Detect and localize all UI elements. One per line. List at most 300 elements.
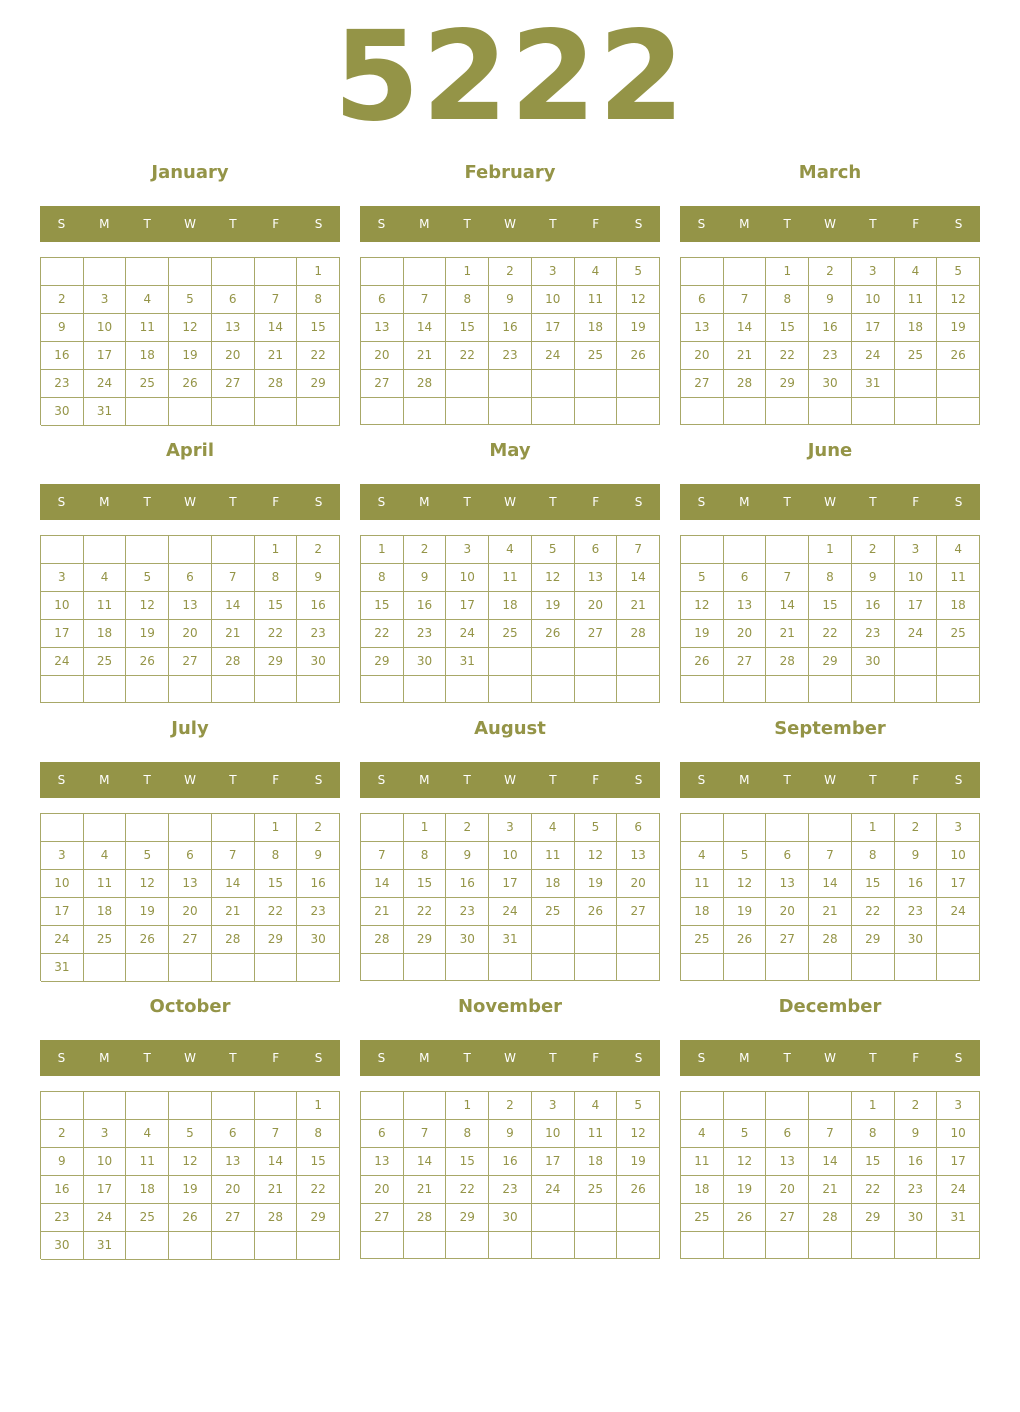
empty-cell xyxy=(361,1232,404,1259)
empty-cell xyxy=(41,676,84,703)
day-cell: 16 xyxy=(852,592,895,620)
weekday-label: S xyxy=(954,217,963,231)
day-cell: 2 xyxy=(895,1092,938,1120)
day-cell: 1 xyxy=(446,1092,489,1120)
weekday-label: S xyxy=(377,1051,386,1065)
weekday-label: T xyxy=(783,1051,791,1065)
day-cell: 7 xyxy=(809,842,852,870)
day-cell: 9 xyxy=(297,564,340,592)
day-cell: 16 xyxy=(489,314,532,342)
day-cell: 23 xyxy=(297,620,340,648)
day-cell: 9 xyxy=(41,1148,84,1176)
day-cell: 7 xyxy=(361,842,404,870)
day-cell: 18 xyxy=(489,592,532,620)
weekday-header xyxy=(360,1040,660,1076)
empty-cell xyxy=(169,1092,212,1120)
empty-cell xyxy=(212,676,255,703)
day-cell: 29 xyxy=(809,648,852,676)
day-cell: 20 xyxy=(766,898,809,926)
weekday-header xyxy=(680,484,980,520)
day-cell: 17 xyxy=(84,342,127,370)
day-cell: 10 xyxy=(937,1120,980,1148)
empty-cell xyxy=(681,676,724,703)
empty-cell xyxy=(404,1092,447,1120)
empty-cell xyxy=(255,1232,298,1260)
weekday-label: F xyxy=(912,217,920,231)
day-cell: 19 xyxy=(937,314,980,342)
weekday-label: W xyxy=(504,495,516,509)
empty-cell xyxy=(84,258,127,286)
empty-cell xyxy=(724,398,767,425)
day-cell: 29 xyxy=(255,648,298,676)
empty-cell xyxy=(297,398,340,426)
day-cell: 22 xyxy=(255,620,298,648)
empty-cell xyxy=(489,1232,532,1259)
weekday-label: S xyxy=(697,1051,706,1065)
day-cell: 18 xyxy=(575,1148,618,1176)
empty-cell xyxy=(446,398,489,425)
weekday-label: S xyxy=(697,217,706,231)
day-cell: 8 xyxy=(361,564,404,592)
day-cell: 2 xyxy=(297,814,340,842)
day-cell: 8 xyxy=(809,564,852,592)
day-cell: 15 xyxy=(297,314,340,342)
day-cell: 14 xyxy=(809,870,852,898)
weekday-header xyxy=(360,206,660,242)
day-cell: 22 xyxy=(297,342,340,370)
empty-cell xyxy=(937,370,980,398)
day-cell: 3 xyxy=(937,1092,980,1120)
empty-cell xyxy=(766,536,809,564)
day-cell: 20 xyxy=(361,1176,404,1204)
empty-cell xyxy=(361,1092,404,1120)
empty-cell xyxy=(617,398,660,425)
empty-cell xyxy=(255,398,298,426)
day-cell: 17 xyxy=(895,592,938,620)
day-cell: 1 xyxy=(255,536,298,564)
day-cell: 5 xyxy=(169,286,212,314)
day-cell: 30 xyxy=(404,648,447,676)
empty-cell xyxy=(532,676,575,703)
day-grid xyxy=(40,1091,340,1259)
day-cell: 23 xyxy=(41,1204,84,1232)
day-cell: 1 xyxy=(361,536,404,564)
day-cell: 21 xyxy=(361,898,404,926)
day-cell: 3 xyxy=(532,1092,575,1120)
day-cell: 18 xyxy=(937,592,980,620)
day-cell: 28 xyxy=(724,370,767,398)
day-cell: 23 xyxy=(489,342,532,370)
day-cell: 10 xyxy=(446,564,489,592)
day-cell: 28 xyxy=(766,648,809,676)
day-cell: 9 xyxy=(489,286,532,314)
weekday-header xyxy=(360,762,660,798)
empty-cell xyxy=(809,398,852,425)
empty-cell xyxy=(169,536,212,564)
month-title: September xyxy=(774,718,886,739)
day-grid xyxy=(680,1091,980,1259)
day-grid xyxy=(680,813,980,981)
weekday-header xyxy=(40,1040,340,1076)
day-cell: 13 xyxy=(169,870,212,898)
day-cell: 18 xyxy=(532,870,575,898)
day-cell: 25 xyxy=(681,926,724,954)
empty-cell xyxy=(489,398,532,425)
empty-cell xyxy=(681,1092,724,1120)
day-cell: 29 xyxy=(404,926,447,954)
day-cell: 27 xyxy=(617,898,660,926)
empty-cell xyxy=(937,954,980,981)
day-cell: 17 xyxy=(446,592,489,620)
weekday-label: S xyxy=(377,495,386,509)
day-cell: 21 xyxy=(617,592,660,620)
empty-cell xyxy=(617,926,660,954)
day-cell: 31 xyxy=(84,398,127,426)
day-cell: 3 xyxy=(895,536,938,564)
empty-cell xyxy=(361,398,404,425)
empty-cell xyxy=(41,258,84,286)
day-cell: 8 xyxy=(297,286,340,314)
day-cell: 19 xyxy=(532,592,575,620)
day-cell: 23 xyxy=(297,898,340,926)
weekday-label: T xyxy=(463,217,471,231)
weekday-label: S xyxy=(634,773,643,787)
day-cell: 21 xyxy=(809,898,852,926)
empty-cell xyxy=(724,1092,767,1120)
weekday-label: S xyxy=(377,217,386,231)
empty-cell xyxy=(895,1232,938,1259)
month-july xyxy=(40,714,340,982)
day-cell: 24 xyxy=(489,898,532,926)
day-cell: 5 xyxy=(724,842,767,870)
day-cell: 3 xyxy=(446,536,489,564)
day-cell: 28 xyxy=(404,370,447,398)
empty-cell xyxy=(169,676,212,703)
day-grid xyxy=(40,813,340,981)
day-cell: 6 xyxy=(575,536,618,564)
day-cell: 18 xyxy=(84,898,127,926)
day-cell: 31 xyxy=(84,1232,127,1260)
day-cell: 5 xyxy=(617,1092,660,1120)
day-cell: 28 xyxy=(255,1204,298,1232)
day-cell: 13 xyxy=(212,314,255,342)
day-cell: 14 xyxy=(724,314,767,342)
empty-cell xyxy=(575,954,618,981)
day-cell: 26 xyxy=(169,370,212,398)
empty-cell xyxy=(766,814,809,842)
empty-cell xyxy=(126,258,169,286)
weekday-label: T xyxy=(549,773,557,787)
weekday-label: M xyxy=(419,495,430,509)
empty-cell xyxy=(212,1092,255,1120)
day-cell: 14 xyxy=(404,314,447,342)
empty-cell xyxy=(297,676,340,703)
day-cell: 9 xyxy=(895,1120,938,1148)
empty-cell xyxy=(532,398,575,425)
day-cell: 14 xyxy=(617,564,660,592)
empty-cell xyxy=(681,1232,724,1259)
weekday-label: F xyxy=(592,217,600,231)
day-cell: 16 xyxy=(489,1148,532,1176)
day-cell: 27 xyxy=(169,926,212,954)
day-grid xyxy=(360,257,660,425)
day-cell: 16 xyxy=(41,342,84,370)
day-cell: 17 xyxy=(852,314,895,342)
day-cell: 8 xyxy=(297,1120,340,1148)
empty-cell xyxy=(84,1092,127,1120)
weekday-header xyxy=(680,762,980,798)
weekday-label: F xyxy=(592,1051,600,1065)
day-cell: 21 xyxy=(809,1176,852,1204)
day-cell: 14 xyxy=(255,1148,298,1176)
weekday-label: T xyxy=(229,773,237,787)
weekday-label: M xyxy=(99,217,110,231)
day-cell: 23 xyxy=(404,620,447,648)
weekday-label: W xyxy=(824,1051,836,1065)
empty-cell xyxy=(617,1232,660,1259)
day-cell: 1 xyxy=(852,814,895,842)
day-cell: 30 xyxy=(895,1204,938,1232)
day-cell: 14 xyxy=(361,870,404,898)
empty-cell xyxy=(681,536,724,564)
weekday-label: M xyxy=(419,1051,430,1065)
empty-cell xyxy=(361,676,404,703)
day-cell: 25 xyxy=(126,370,169,398)
day-cell: 12 xyxy=(617,286,660,314)
empty-cell xyxy=(895,398,938,425)
empty-cell xyxy=(617,370,660,398)
day-cell: 20 xyxy=(361,342,404,370)
empty-cell xyxy=(212,1232,255,1260)
day-cell: 4 xyxy=(937,536,980,564)
day-cell: 7 xyxy=(809,1120,852,1148)
day-cell: 2 xyxy=(895,814,938,842)
day-cell: 2 xyxy=(489,258,532,286)
day-cell: 7 xyxy=(404,1120,447,1148)
weekday-label: F xyxy=(912,1051,920,1065)
empty-cell xyxy=(852,954,895,981)
month-september xyxy=(680,714,980,982)
day-cell: 2 xyxy=(404,536,447,564)
day-cell: 30 xyxy=(297,926,340,954)
empty-cell xyxy=(532,954,575,981)
day-cell: 6 xyxy=(169,564,212,592)
day-cell: 11 xyxy=(489,564,532,592)
day-cell: 22 xyxy=(446,1176,489,1204)
day-cell: 14 xyxy=(809,1148,852,1176)
day-cell: 27 xyxy=(575,620,618,648)
empty-cell xyxy=(297,954,340,982)
weekday-label: M xyxy=(739,1051,750,1065)
empty-cell xyxy=(212,398,255,426)
month-title: April xyxy=(165,440,215,461)
empty-cell xyxy=(361,814,404,842)
day-cell: 12 xyxy=(937,286,980,314)
empty-cell xyxy=(766,1232,809,1259)
month-title: May xyxy=(489,440,531,461)
day-cell: 20 xyxy=(724,620,767,648)
day-cell: 18 xyxy=(84,620,127,648)
empty-cell xyxy=(255,1092,298,1120)
month-title: November xyxy=(457,996,563,1017)
weekday-label: S xyxy=(57,495,66,509)
day-cell: 27 xyxy=(681,370,724,398)
empty-cell xyxy=(489,370,532,398)
day-cell: 4 xyxy=(84,564,127,592)
weekday-label: T xyxy=(869,495,877,509)
empty-cell xyxy=(724,536,767,564)
empty-cell xyxy=(169,954,212,982)
day-cell: 1 xyxy=(809,536,852,564)
empty-cell xyxy=(937,1232,980,1259)
weekday-label: T xyxy=(869,773,877,787)
day-cell: 3 xyxy=(41,564,84,592)
day-cell: 22 xyxy=(809,620,852,648)
month-march xyxy=(680,158,980,426)
empty-cell xyxy=(617,1204,660,1232)
day-cell: 11 xyxy=(84,592,127,620)
day-cell: 8 xyxy=(255,842,298,870)
day-cell: 13 xyxy=(766,870,809,898)
day-cell: 11 xyxy=(575,1120,618,1148)
day-cell: 12 xyxy=(126,870,169,898)
day-cell: 31 xyxy=(852,370,895,398)
year-title: 5222 xyxy=(333,5,687,149)
day-cell: 31 xyxy=(489,926,532,954)
day-cell: 18 xyxy=(126,1176,169,1204)
day-cell: 15 xyxy=(852,1148,895,1176)
empty-cell xyxy=(575,370,618,398)
day-cell: 25 xyxy=(895,342,938,370)
month-title: March xyxy=(798,162,862,183)
empty-cell xyxy=(446,1232,489,1259)
day-cell: 28 xyxy=(809,1204,852,1232)
day-grid xyxy=(360,535,660,703)
weekday-label: W xyxy=(184,495,196,509)
day-cell: 14 xyxy=(212,870,255,898)
day-cell: 16 xyxy=(297,592,340,620)
empty-cell xyxy=(255,954,298,982)
day-cell: 9 xyxy=(446,842,489,870)
day-cell: 15 xyxy=(255,592,298,620)
empty-cell xyxy=(895,676,938,703)
day-cell: 6 xyxy=(212,286,255,314)
day-cell: 6 xyxy=(361,1120,404,1148)
empty-cell xyxy=(937,648,980,676)
day-grid xyxy=(360,1091,660,1259)
weekday-label: T xyxy=(869,217,877,231)
day-cell: 2 xyxy=(41,286,84,314)
day-cell: 23 xyxy=(446,898,489,926)
empty-cell xyxy=(489,676,532,703)
day-cell: 23 xyxy=(41,370,84,398)
day-cell: 3 xyxy=(41,842,84,870)
weekday-label: S xyxy=(57,1051,66,1065)
day-cell: 17 xyxy=(532,1148,575,1176)
day-cell: 10 xyxy=(895,564,938,592)
day-cell: 19 xyxy=(126,898,169,926)
day-cell: 25 xyxy=(575,1176,618,1204)
weekday-label: T xyxy=(229,217,237,231)
weekday-header xyxy=(680,206,980,242)
day-cell: 6 xyxy=(361,286,404,314)
weekday-label: M xyxy=(419,773,430,787)
weekday-label: S xyxy=(57,773,66,787)
empty-cell xyxy=(617,676,660,703)
day-cell: 5 xyxy=(681,564,724,592)
month-title: October xyxy=(149,996,231,1017)
day-cell: 15 xyxy=(361,592,404,620)
day-cell: 2 xyxy=(809,258,852,286)
day-cell: 22 xyxy=(852,1176,895,1204)
day-cell: 29 xyxy=(852,926,895,954)
day-cell: 16 xyxy=(297,870,340,898)
month-august xyxy=(360,714,660,982)
day-grid xyxy=(40,535,340,703)
month-june xyxy=(680,436,980,704)
day-cell: 16 xyxy=(895,1148,938,1176)
day-cell: 26 xyxy=(617,1176,660,1204)
day-cell: 5 xyxy=(937,258,980,286)
day-cell: 26 xyxy=(724,1204,767,1232)
day-cell: 14 xyxy=(404,1148,447,1176)
day-cell: 31 xyxy=(446,648,489,676)
day-cell: 22 xyxy=(255,898,298,926)
day-cell: 11 xyxy=(937,564,980,592)
empty-cell xyxy=(126,954,169,982)
empty-cell xyxy=(766,1092,809,1120)
weekday-label: W xyxy=(184,1051,196,1065)
day-cell: 4 xyxy=(681,842,724,870)
day-grid xyxy=(40,257,340,425)
day-grid xyxy=(360,813,660,981)
empty-cell xyxy=(404,398,447,425)
weekday-label: S xyxy=(954,1051,963,1065)
day-cell: 11 xyxy=(681,870,724,898)
day-cell: 13 xyxy=(724,592,767,620)
day-cell: 15 xyxy=(852,870,895,898)
day-cell: 23 xyxy=(895,1176,938,1204)
day-cell: 12 xyxy=(617,1120,660,1148)
day-cell: 29 xyxy=(255,926,298,954)
empty-cell xyxy=(446,954,489,981)
day-grid xyxy=(680,257,980,425)
day-cell: 27 xyxy=(361,370,404,398)
day-cell: 11 xyxy=(575,286,618,314)
day-cell: 24 xyxy=(84,1204,127,1232)
day-cell: 27 xyxy=(766,1204,809,1232)
empty-cell xyxy=(169,1232,212,1260)
day-cell: 25 xyxy=(575,342,618,370)
day-cell: 22 xyxy=(852,898,895,926)
day-cell: 29 xyxy=(361,648,404,676)
day-cell: 5 xyxy=(575,814,618,842)
day-cell: 21 xyxy=(404,1176,447,1204)
weekday-label: S xyxy=(314,495,323,509)
day-cell: 28 xyxy=(809,926,852,954)
day-cell: 7 xyxy=(212,564,255,592)
day-cell: 19 xyxy=(617,1148,660,1176)
day-cell: 28 xyxy=(361,926,404,954)
day-cell: 30 xyxy=(809,370,852,398)
day-cell: 12 xyxy=(169,1148,212,1176)
day-cell: 17 xyxy=(937,870,980,898)
empty-cell xyxy=(575,926,618,954)
day-cell: 24 xyxy=(41,926,84,954)
day-cell: 4 xyxy=(126,286,169,314)
day-cell: 20 xyxy=(617,870,660,898)
day-cell: 11 xyxy=(895,286,938,314)
